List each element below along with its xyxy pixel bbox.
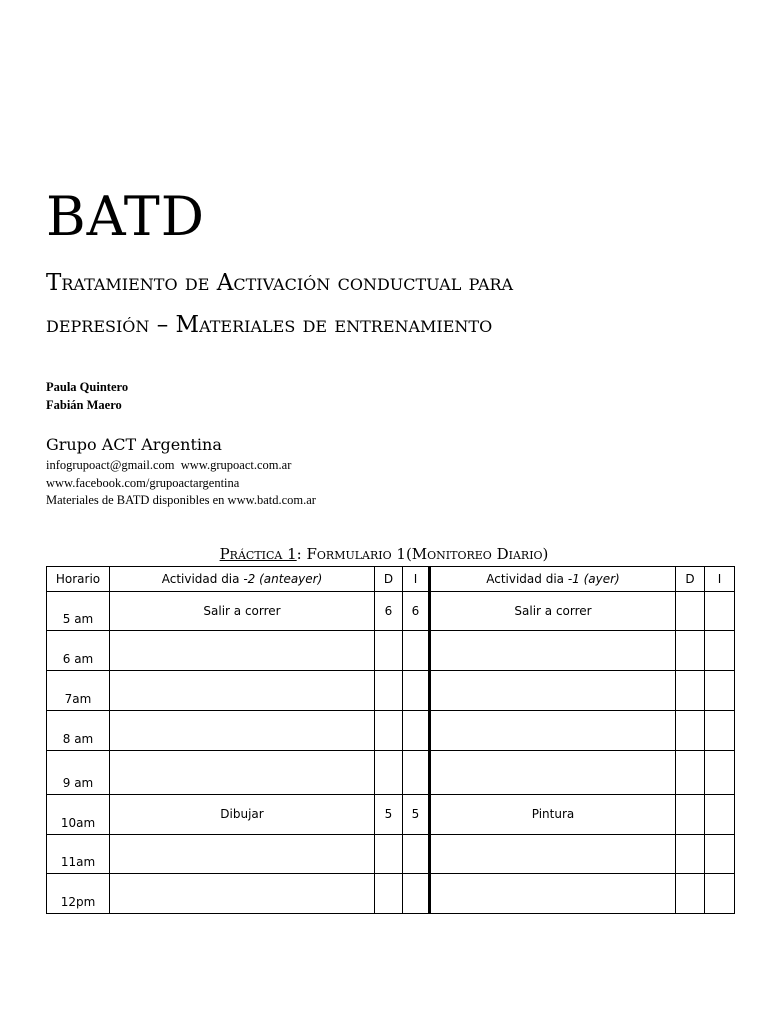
table-row <box>47 751 735 795</box>
header-i: I <box>403 567 430 592</box>
activity-cell[interactable] <box>110 671 375 711</box>
header-activity-prefix: Actividad dia <box>486 572 568 586</box>
activity-cell[interactable] <box>430 751 676 795</box>
header-activity-prefix: Actividad dia <box>161 572 244 586</box>
time-cell: 10am <box>47 795 110 835</box>
activity-cell[interactable] <box>430 671 676 711</box>
subtitle-line-1: Tratamiento de Activación conductual para <box>46 270 514 296</box>
website-link[interactable]: www.grupoact.com.ar <box>180 458 292 472</box>
activity-cell[interactable] <box>430 874 676 914</box>
subtitle-line-2: depresión – Materiales de entrenamiento <box>46 312 493 338</box>
i-cell[interactable] <box>705 671 735 711</box>
i-cell[interactable] <box>403 671 430 711</box>
i-cell[interactable] <box>403 631 430 671</box>
header-time: Horario <box>47 567 110 592</box>
daily-monitoring-table <box>46 566 735 914</box>
d-cell[interactable]: 6 <box>375 592 403 631</box>
table-row <box>47 711 735 751</box>
practice-title: : Formulario 1(Monitoreo Diario) <box>296 545 549 563</box>
i-cell[interactable] <box>705 711 735 751</box>
activity-cell[interactable]: Dibujar <box>110 795 375 835</box>
i-cell[interactable] <box>403 711 430 751</box>
i-cell[interactable] <box>705 751 735 795</box>
activity-cell[interactable] <box>430 835 676 874</box>
d-cell[interactable] <box>676 711 705 751</box>
practice-label: Práctica 1 <box>219 545 297 563</box>
time-cell: 9 am <box>47 751 110 795</box>
i-cell[interactable] <box>403 835 430 874</box>
activity-cell[interactable] <box>430 711 676 751</box>
authors-block <box>46 378 128 414</box>
table-row <box>47 835 735 874</box>
activity-cell[interactable]: Pintura <box>430 795 676 835</box>
i-cell[interactable] <box>705 874 735 914</box>
materials-note: Materiales de BATD disponibles en www.batd.com.ar <box>46 493 316 507</box>
header-day-ref: -1 (ayer) <box>567 572 620 586</box>
d-cell[interactable] <box>375 874 403 914</box>
i-cell[interactable] <box>403 874 430 914</box>
header-day-ref: -2 (anteayer) <box>243 572 323 586</box>
activity-cell[interactable] <box>110 711 375 751</box>
contact-block <box>46 457 316 510</box>
time-cell: 8 am <box>47 711 110 751</box>
author-name: Fabián Maero <box>46 398 122 412</box>
i-cell[interactable]: 5 <box>403 795 430 835</box>
d-cell[interactable] <box>676 795 705 835</box>
d-cell[interactable]: 5 <box>375 795 403 835</box>
table-row <box>47 874 735 914</box>
header-activity-day-minus-2 <box>110 567 375 592</box>
i-cell[interactable] <box>705 592 735 631</box>
table-row <box>47 631 735 671</box>
organization-name: Grupo ACT Argentina <box>46 435 222 454</box>
d-cell[interactable] <box>676 874 705 914</box>
header-i: I <box>705 567 735 592</box>
time-cell: 5 am <box>47 592 110 631</box>
d-cell[interactable] <box>375 751 403 795</box>
activity-cell[interactable] <box>110 631 375 671</box>
i-cell[interactable] <box>705 631 735 671</box>
time-cell: 11am <box>47 835 110 874</box>
table-row <box>47 671 735 711</box>
i-cell[interactable] <box>705 795 735 835</box>
time-cell: 6 am <box>47 631 110 671</box>
header-d: D <box>375 567 403 592</box>
i-cell[interactable]: 6 <box>403 592 430 631</box>
practice-heading <box>0 545 768 563</box>
header-activity-day-minus-1 <box>430 567 676 592</box>
author-name: Paula Quintero <box>46 380 129 394</box>
d-cell[interactable] <box>375 711 403 751</box>
activity-cell[interactable]: Salir a correr <box>110 592 375 631</box>
document-subtitle <box>46 262 746 346</box>
d-cell[interactable] <box>676 835 705 874</box>
i-cell[interactable] <box>705 835 735 874</box>
time-cell: 12pm <box>47 874 110 914</box>
table-row <box>47 592 735 631</box>
activity-cell[interactable] <box>110 835 375 874</box>
i-cell[interactable] <box>403 751 430 795</box>
email-link[interactable]: infogrupoact@gmail.com <box>46 458 175 472</box>
activity-cell[interactable] <box>110 751 375 795</box>
d-cell[interactable] <box>676 671 705 711</box>
d-cell[interactable] <box>375 631 403 671</box>
table-row <box>47 795 735 835</box>
activity-cell[interactable] <box>430 631 676 671</box>
contact-line-1 <box>46 457 316 475</box>
d-cell[interactable] <box>676 592 705 631</box>
document-title: BATD <box>46 185 206 248</box>
d-cell[interactable] <box>676 631 705 671</box>
d-cell[interactable] <box>375 835 403 874</box>
facebook-link[interactable]: www.facebook.com/grupoactargentina <box>46 475 240 490</box>
d-cell[interactable] <box>676 751 705 795</box>
d-cell[interactable] <box>375 671 403 711</box>
activity-cell[interactable]: Salir a correr <box>430 592 676 631</box>
table-header-row <box>47 567 735 592</box>
activity-cell[interactable] <box>110 874 375 914</box>
header-d: D <box>676 567 705 592</box>
time-cell: 7am <box>47 671 110 711</box>
